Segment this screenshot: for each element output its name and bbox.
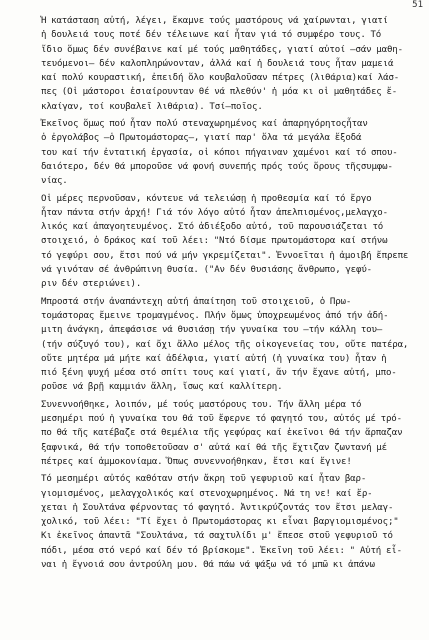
text-line: Ἐκεῖνος ὅμως πού ἦταν πολύ στεναχωρημένος καί ἀπαρηγόρητοςἦταν — [41, 119, 368, 130]
text-line: Κι ἐκεῖνος ἀπαντᾶ "Σουλτάνα, τά σαχτυλίδι μ' ἔπεσε στοῦ γεφυριοῦ τό — [41, 531, 393, 542]
text-line: δαιότερο, δέν θά μποροῦσε νά φονή συνεπής πρός τούς ὅρους τῆςσυμφω- — [41, 161, 393, 172]
text-line: ναι ἡ ἔγνοιά σου ἀντρούλη μου. Θά πάω νά ψάξω νά τό μπῶ κι ἀπάνω — [41, 559, 375, 570]
page-number: 51 — [412, 0, 423, 10]
text-line: πόδι, μέσα στό νερό καί δέν τό βρίσκομε". Ἐκεῖνη τοῦ λέει: " Αὐτή εἶ- — [41, 545, 402, 556]
text-line: πο θά τῆς κατέβαζε στά θεμέλια τῆς γεφύρας καί ἐκεῖνοι θά τήν ἅρπαζαν — [41, 428, 403, 439]
text-line: χολικό, τοῦ λέει: "Τί ἔχει ὁ Πρωτομάστορας κι εἶναι βαργιομισμένος;" — [41, 517, 399, 528]
text-line: καί πολύ κουραστική, ἐπειδή ὅλο κουβαλοῦσαν πέτρες (λιθάρια)καί λάσ- — [41, 73, 400, 84]
text-line: τευόμενοι— δέν καλοπληρώνονταν, ἀλλά καί ἡ δουλειά τους ἦταν μαμειά — [41, 58, 394, 69]
paragraph — [13, 295, 419, 395]
text-line: Τό μεσημέρι αὐτός καθόταν στήν ἄκρη τοῦ γεφυριοῦ καί ἦταν βαρ- — [41, 474, 367, 485]
text-line: νίας. — [41, 176, 68, 187]
text-line: ἡ δουλειά τους ποτέ δέν τέλειωνε καί ἦταν γιά τό συμφέρο τους. Τό — [41, 30, 382, 41]
text-line: μιτη ἀνάγκη, ἀπεφάσισε νά θυσιάσῃ τήν γυναίκα του —τήν κάλλη του— — [41, 325, 383, 336]
text-line: (τήν σύζυγό του), καί ὄχι ἄλλο μέλος τῆς οἰκογενείας του, οὔτε πατέρα, — [41, 339, 409, 350]
text-line: ὁ ἐργολάβος —ὁ Πρωτομάστορας—, γιατί παρ' ὅλα τά μεγάλα ἔξοδά — [41, 133, 362, 144]
text-line: πιό ξένη ψυχή μέσα στό σπίτι τους καί γιατί, ἄν τήν ἔχανε αὐτή, μπο- — [41, 368, 397, 379]
text-line: οὔτε μητέρα μά μήτε καί ἀδέλφια, γιατί αὐτή (ἡ γυναίκα του) ἦταν ἡ — [41, 353, 387, 364]
text-line: Ἡ κατάσταση αὐτή, λέγει, ἔκαμνε τούς μαστόρους νά χαίρωνται, γιατί — [41, 16, 388, 26]
text-line: νά γινόταν σέ ἀνθρώπινη θυσία. ("Αν δέν θυσιάσης ἄνθρωπο, γεφύ- — [41, 265, 372, 276]
text-line: ροῦσε νά βρῇ καμμιάν ἄλλη, ἴσως καί καλλίτερη. — [41, 382, 283, 393]
text-line: ἴδιο ὅμως δέν συνέβαινε καί μέ τούς μαθητάδες, γιατί αὐτοί —σάν μαθη- — [41, 44, 403, 55]
text-line: του καί τήν ἐντατική ἐργασία, οἱ κόποι πήγαιναν χαμένοι καί τό σπου- — [41, 147, 398, 158]
text-line: χεται ἡ Σουλτάνα φέρνοντας τό φαγητό. Ἀντικρύζοντάς τον ἔτσι μελαγ- — [41, 502, 394, 513]
text-line: στοιχειό, ὁ δράκος καί τοῦ λέει: "Ντό δίσμε πρωτομάστορα καί στήνω — [41, 236, 388, 247]
text-line: ἦταν πάντα στήν ἀρχή! Γιά τόν λόγο αὐτό ἦταν ἀπελπισμένος,μελαγχο- — [41, 207, 388, 218]
text-line: ξαφνικά, θά τήν τοποθετοῦσαν σ' αὐτά καί θά τῆς ἔχτιζαν ζωντανή μέ — [41, 442, 387, 453]
paragraph — [13, 192, 419, 292]
text-body — [13, 14, 419, 572]
text-line: Συνεννοήθηκε, λοιπόν, μέ τούς μαστόρους του. Τήν ἄλλη μέρα τό — [41, 399, 362, 410]
text-line: Μπροστά στήν ἀναπάντεχη αὐτή ἀπαίτηση τοῦ στοιχειοῦ, ὁ Πρω- — [41, 296, 352, 307]
text-line: πέτρες καί ἀμμοκονίαμα. Ὅπως συνεννοήθηκαν, ἔτσι καί ἔγινε! — [41, 456, 352, 467]
text-line: μεσημέρι πού ἡ γυναίκα του θά τοῦ ἔφερνε τό φαγητό του, αὐτός μέ τρό- — [41, 414, 402, 425]
text-line: Οἱ μέρες περνοῦσαν, κόντευε νά τελειώσῃ ἡ προθεσμία καί τό ἔργο — [41, 193, 372, 204]
text-line: ριν δέν στεριώνει). — [41, 279, 142, 290]
paragraph — [13, 472, 419, 572]
paragraph — [13, 117, 419, 188]
paragraph — [13, 398, 419, 469]
paragraph — [13, 14, 419, 114]
text-line: τό γεφύρι σου, ἔτσι πού νά μήν γκρεμίζεται". Ἐννοεῖται ἡ ἀμοιβή ἔπρεπε — [41, 250, 409, 261]
text-line: κλαίγαν, τοί κουβαλεῖ λιθάρια). Τσί—ποῖος. — [41, 101, 263, 112]
text-line: λικός καί ἀπαγοητευμένος. Στό ἀδιέξοδο αὐτό, τοῦ παρουσιάζεται τό — [41, 222, 384, 233]
text-line: πες (Οἱ μάστοροι ἐσιαίρουνταν θέ νά πλεθύν' ἡ μόα κι οἱ μαθητάδες ἔ- — [41, 87, 398, 98]
text-line: γιομισμένος, μελαγχολικός καί στενοχωρημένος. Νά τη νε! καί ἔρ- — [41, 488, 373, 499]
text-line: τομάστορας ἔμεινε τρομαγμένος. Πλήν ὅμως ὑποχρεωμένος ἀπό τήν ἀδή- — [41, 310, 389, 321]
